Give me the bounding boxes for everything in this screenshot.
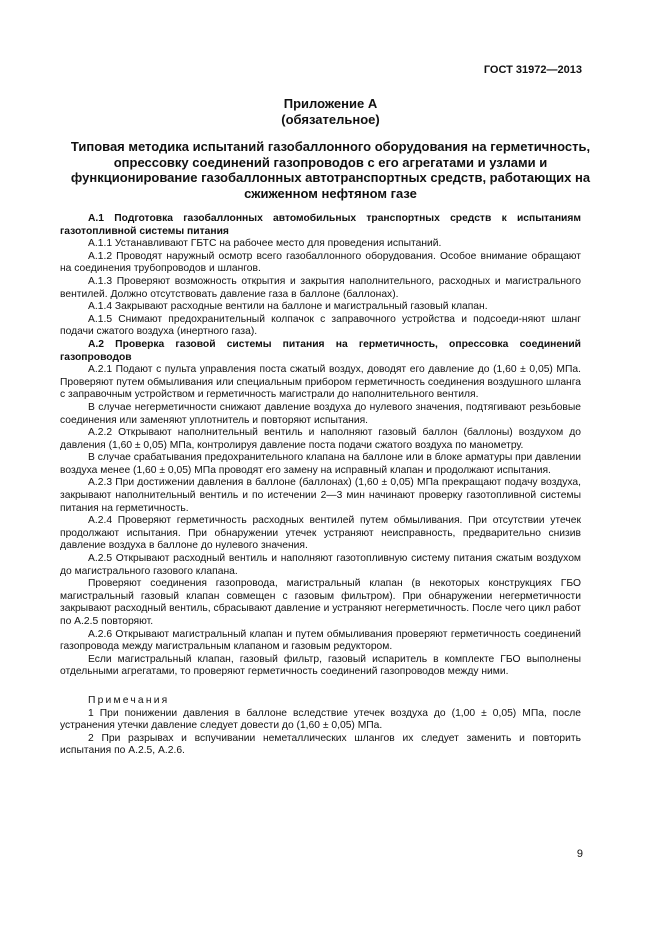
- document-title: Типовая методика испытаний газобаллонного оборудования на герметичность, опрессовку соединений газопроводов с его агрегатами и узлами и функционирование газобаллонных автотранспортных средств, работающих на сжиженном нефтяном газе: [70, 139, 591, 201]
- note-item: 2 При разрывах и вспучивании неметаллических шлангов их следует заменить и повторить испытания по А.2.5, А.2.6.: [60, 732, 581, 757]
- appendix-status: (обязательное): [281, 112, 380, 127]
- paragraph: А.2.3 При достижении давления в баллоне (баллонах) (1,60 ± 0,05) МПа прекращают подачу воздуха, закрывают наполнительный вентиль и по истечении 2—3 мин начинают проверку газотопливной системы питания на герметичность.: [60, 477, 581, 514]
- paragraph: Проверяют соединения газопровода, магистральный клапан (в некоторых конструкциях ГБО магистральный газовый клапан совмещен с газовым фильтром). При обнаружении негерметичности закрывают расходный вентиль, сбрасывают давление и устраняют негерметичность. После чего цикл работ по А.2.5 повторяют.: [60, 578, 581, 627]
- section-heading-a1: А.1 Подготовка газобаллонных автомобильных транспортных средств к испытаниям газотопливной системы питания: [60, 213, 581, 237]
- section-heading-a2: А.2 Проверка газовой системы питания на герметичность, опрессовка соединений газопроводов: [60, 338, 581, 363]
- paragraph: Если магистральный клапан, газовый фильтр, газовый испаритель в комплекте ГБО выполнены отдельными агрегатами, то проверяют герметичность соединений газопроводов между ними.: [60, 653, 581, 678]
- paragraph: А.2.5 Открывают расходный вентиль и наполняют газотопливную систему питания сжатым воздухом до магистрального газового клапана.: [60, 553, 581, 577]
- paragraph: А.1.4 Закрывают расходные вентили на баллоне и магистральный газовый клапан.: [88, 301, 488, 313]
- page-number: 9: [576, 848, 583, 860]
- paragraph: А.1.2 Проводят наружный осмотр всего газобаллонного оборудования. Особое внимание обращают на соединения трубопроводов и шлангов.: [60, 250, 581, 275]
- paragraph: А.1.1 Устанавливают ГБТС на рабочее место для проведения испытаний.: [88, 238, 442, 250]
- paragraph: А.2.4 Проверяют герметичность расходных вентилей путем обмыливания. При отсутствии утечек продолжают испытания. При обнаружении утечек устраняют неисправность, предварительно снизив давление воздуха в баллоне до нулевого значения.: [60, 515, 581, 552]
- note-item: 1 При понижении давления в баллоне вследствие утечек воздуха до (1,00 ± 0,05) МПа, после устранения утечки давление следует довести до (1,60 ± 0,05) МПа.: [60, 707, 581, 732]
- paragraph: А.2.2 Открывают наполнительный вентиль и наполняют газовый баллон (баллоны) воздухом до давления (1,60 ± 0,05) МПа, контролируя давление поста подачи сжатого воздуха по манометру.: [60, 427, 581, 451]
- standard-header: ГОСТ 31972—2013: [483, 64, 582, 76]
- appendix-title: Приложение А: [283, 96, 378, 111]
- paragraph: А.1.5 Снимают предохранительный колпачок с заправочного устройства и подсоеди-няют шланг подачи сжатого воздуха (инертного газа).: [60, 313, 581, 338]
- paragraph: В случае негерметичности снижают давление воздуха до нулевого значения, подтягивают резьбовые соединения или заменяют уплотнитель и повторяют испытания.: [60, 401, 581, 426]
- spacer: [60, 679, 581, 695]
- notes-label: Примечания: [88, 694, 170, 706]
- paragraph: А.1.3 Проверяют возможность открытия и закрытия наполнительного, расходных и магистрального вентилей. Должно отсутствовать давление газа в баллоне (баллонах).: [60, 275, 581, 300]
- paragraph: А.2.1 Подают с пульта управления поста сжатый воздух, доводят его давление до (1,60 ± 0,05) МПа. Проверяют путем обмыливания или специальным прибором герметичность соединения воздушного шланга с заправочным устройством и герметичность магистрали до наполнительного вентиля.: [60, 364, 581, 401]
- paragraph: А.2.6 Открывают магистральный клапан и путем обмыливания проверяют герметичность соединений газопровода между магистральным клапаном и газовым редуктором.: [60, 628, 581, 653]
- paragraph: В случае срабатывания предохранительного клапана на баллоне или в блоке арматуры при давлении воздуха менее (1,60 ± 0,05) МПа проводят его замену на исправный клапан и продолжают испытания.: [60, 452, 581, 476]
- document-body: [60, 213, 581, 758]
